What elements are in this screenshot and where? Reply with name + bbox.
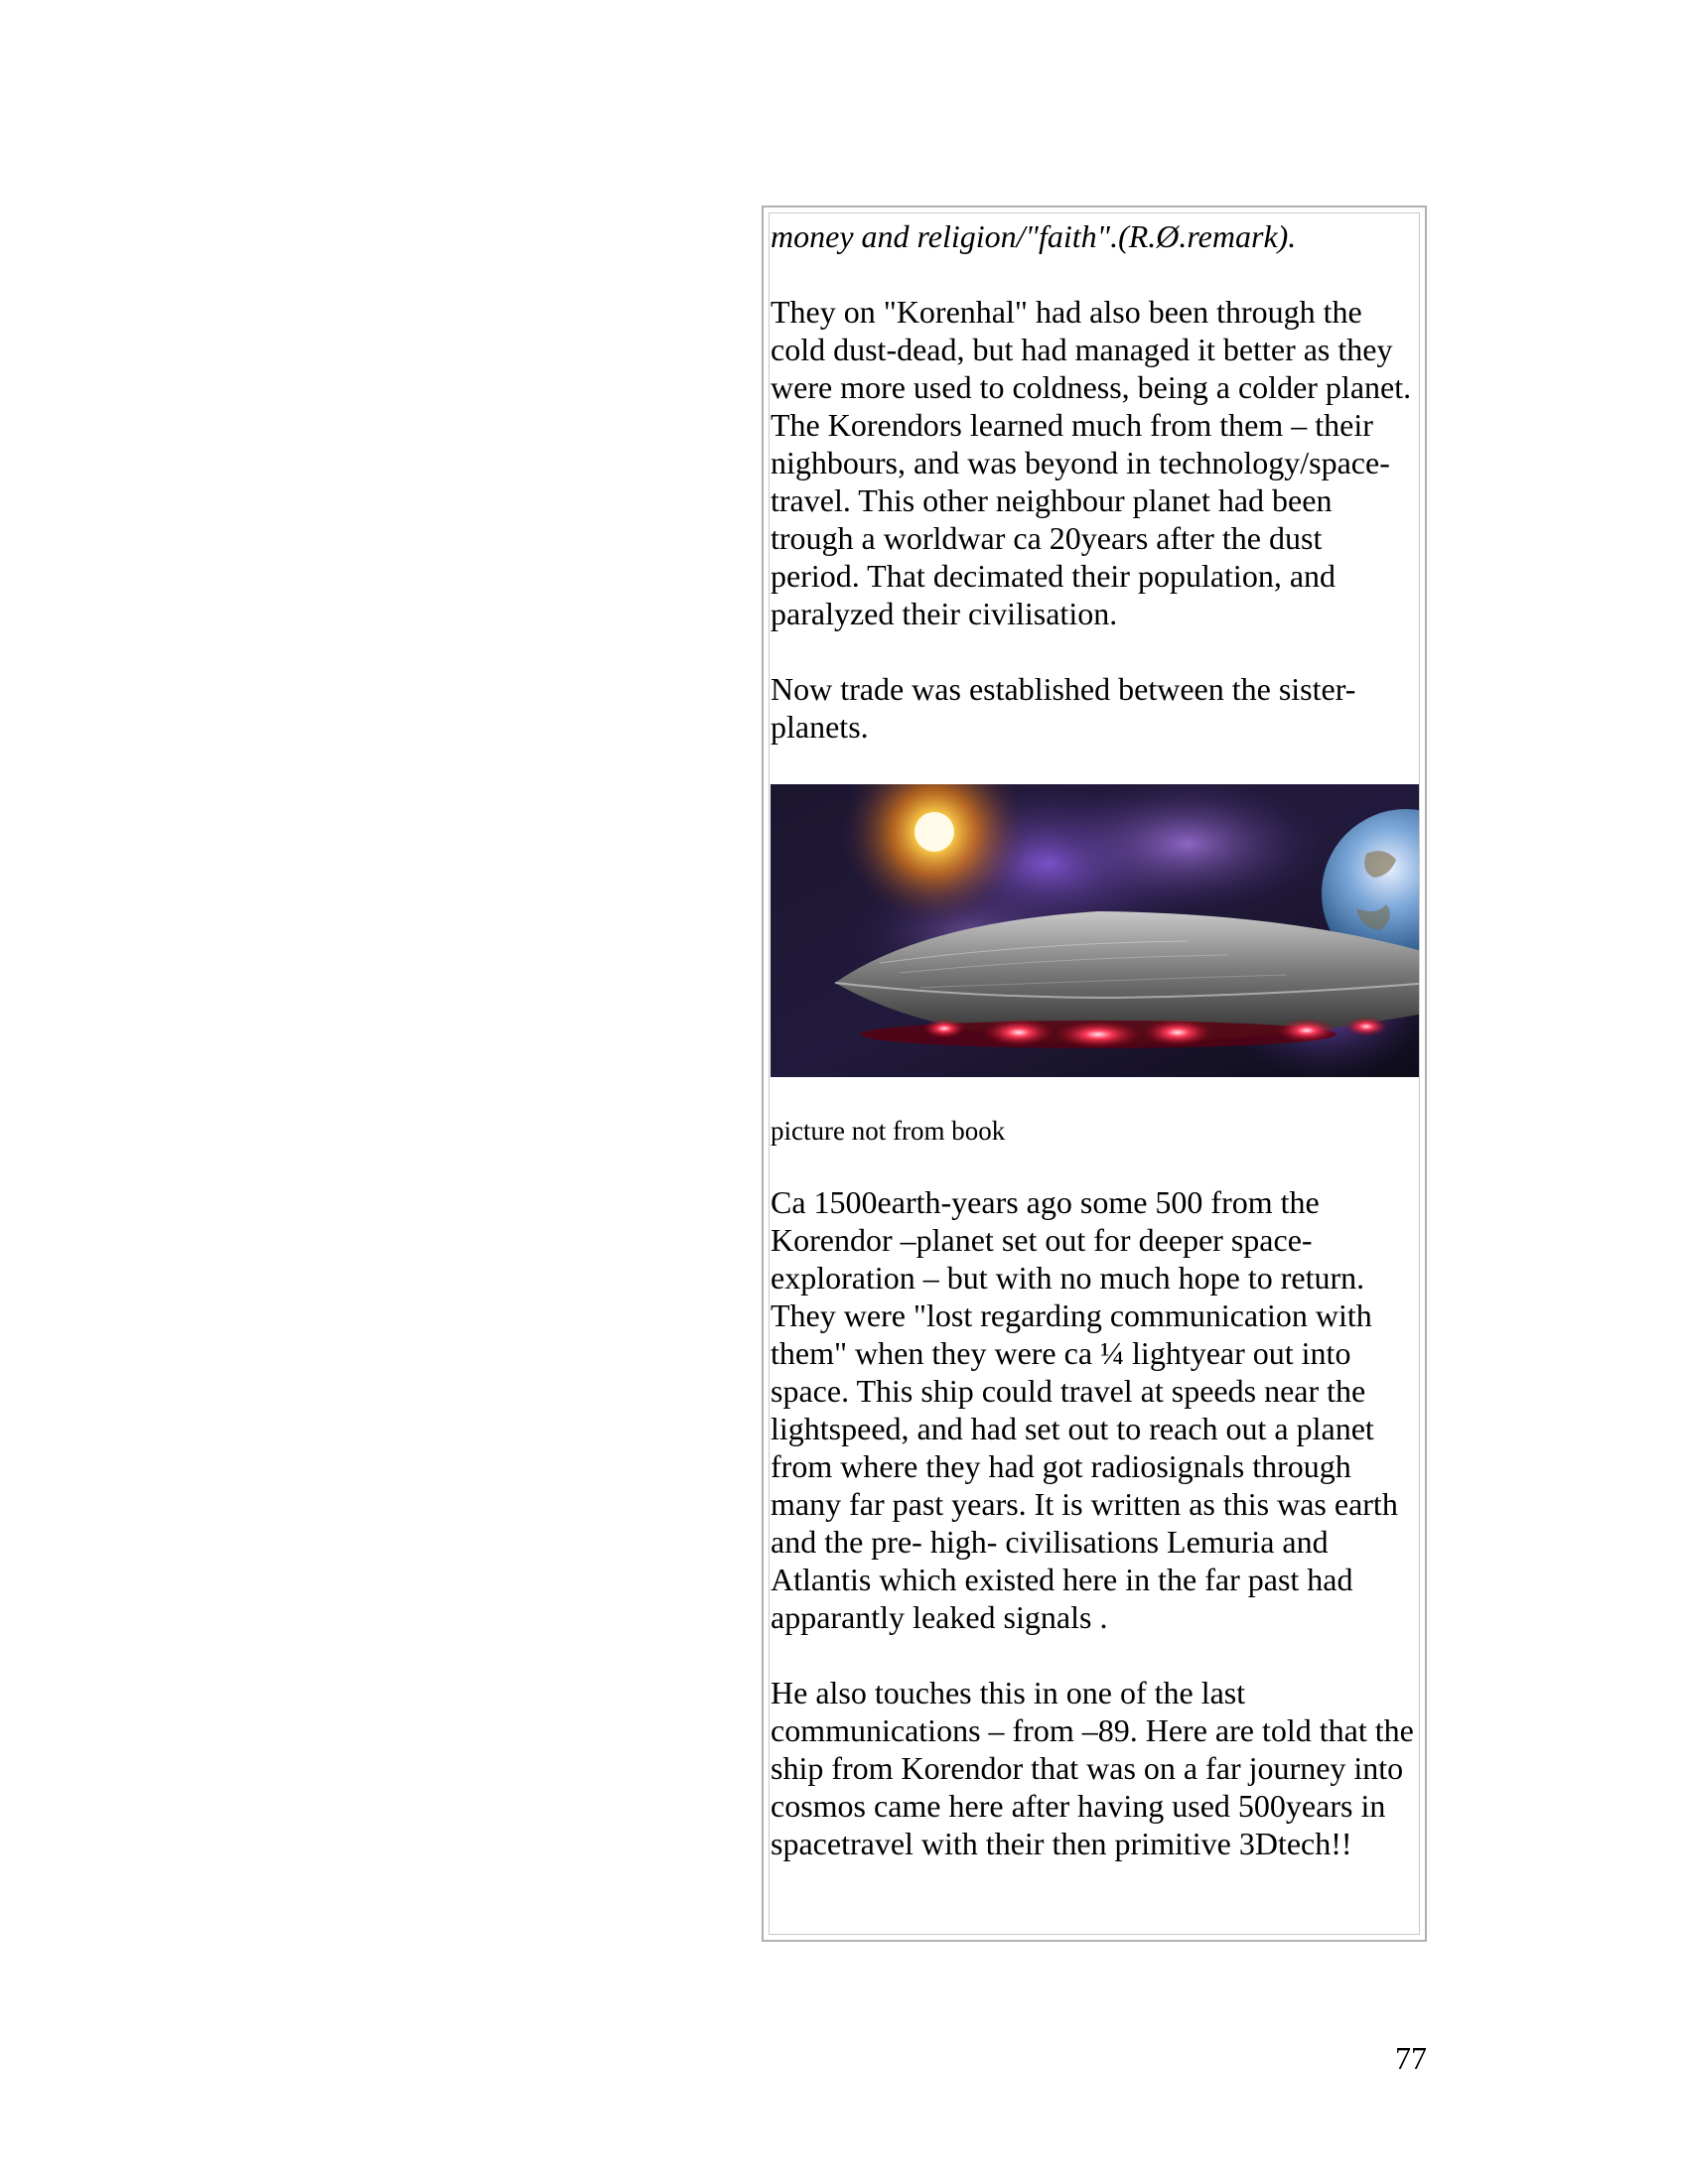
paragraph-gap xyxy=(771,255,1419,293)
page-number: 77 xyxy=(1395,2040,1427,2076)
spaceship-illustration xyxy=(771,784,1420,1077)
paragraph-communications: He also touches this in one of the last communications – from –89. Here are told that the ship from Korendor that was on a far journey into cosmos came here after having used 500years in spacetravel with their then primitive 3Dtech!! xyxy=(771,1675,1414,1861)
paragraph-remark: money and religion/"faith".(R.Ø.remark). xyxy=(771,218,1297,254)
text-box-inner xyxy=(769,212,1420,1935)
paragraph-exploration: Ca 1500earth-years ago some 500 from the Korendor –planet set out for deeper space-exploration – but with no much hope to return. They were "lost regarding communication with them" when they were ca ¼ lightyear out into space. This ship could travel at speeds near the lightspeed, and had set out to reach out a planet from where they had got radiosignals through many far past years. It is written as this was earth and the pre- high- civilisations Lemuria and Atlantis which existed here in the far past had apparantly leaked signals . xyxy=(771,1184,1398,1635)
text-box xyxy=(762,205,1427,1942)
paragraph-gap xyxy=(771,1636,1419,1674)
paragraph-gap xyxy=(771,632,1419,670)
paragraph-trade: Now trade was established between the sister-planets. xyxy=(771,671,1356,745)
paragraph-korenhal: They on "Korenhal" had also been through the cold dust-dead, but had managed it better as they were more used to coldness, being a colder planet. The Korendors learned much from them – their nighbours, and was beyond in technology/space-travel. This other neighbour planet had been trough a worldwar ca 20years after the dust period. That decimated their population, and paralyzed their civilisation. xyxy=(771,294,1412,631)
image-caption: picture not from book xyxy=(771,1116,1006,1146)
